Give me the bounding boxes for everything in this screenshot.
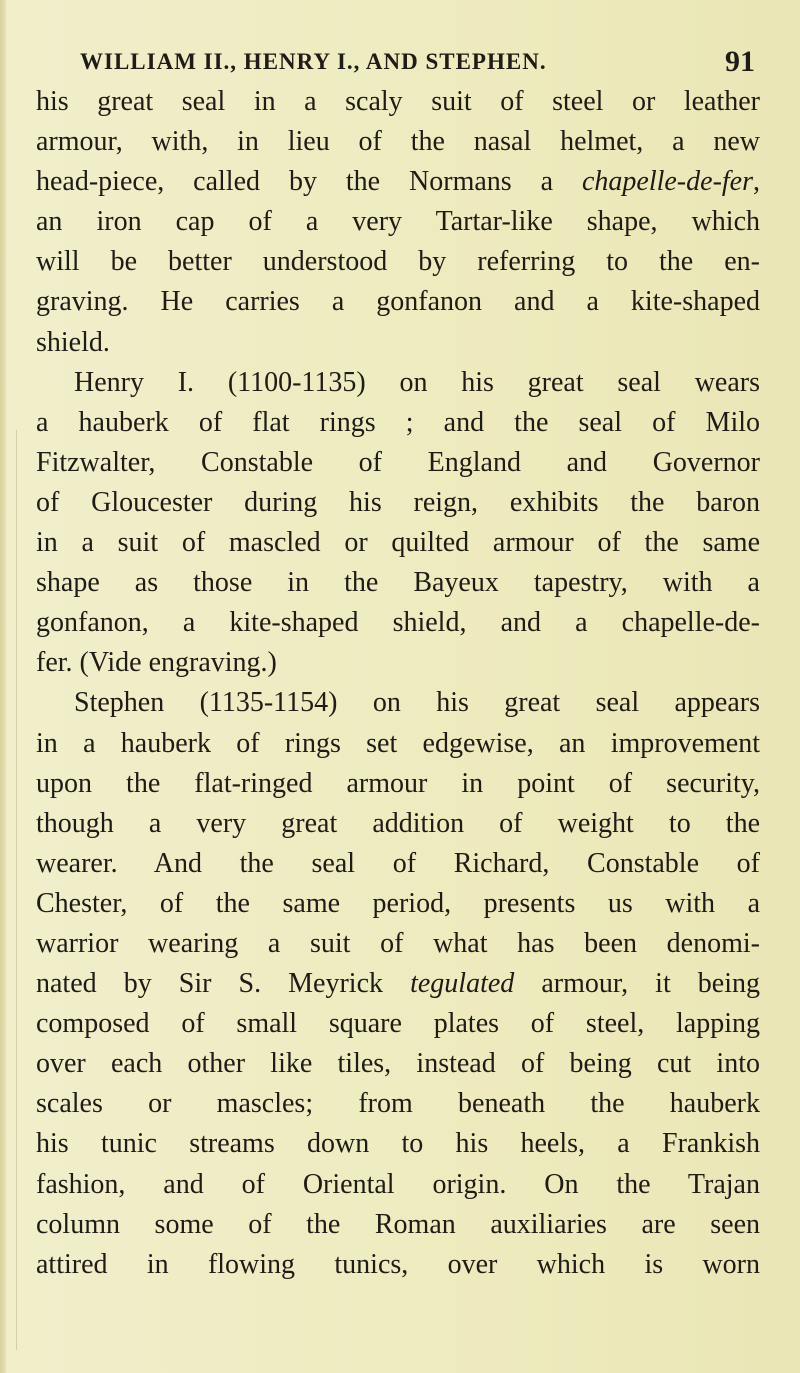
text-line: scales or mascles; from beneath the hauberk: [36, 1088, 760, 1120]
text-line: a hauberk of flat rings ; and the seal of Milo: [36, 406, 760, 438]
text-line: attired in flowing tunics, over which is worn: [36, 1248, 760, 1280]
text-line: Chester, of the same period, presents us with a: [36, 887, 760, 919]
text-line: in a suit of mascled or quilted armour of the same: [36, 527, 760, 559]
paragraph-start: Henry I. (1100-1135) on his great seal wears: [74, 366, 760, 398]
body-text: [36, 82, 760, 1285]
text-line: graving. He carries a gonfanon and a kite-shaped: [36, 286, 760, 318]
text-line: his tunic streams down to his heels, a Frankish: [36, 1128, 760, 1160]
text-line: fashion, and of Oriental origin. On the Trajan: [36, 1168, 760, 1200]
paragraph-start: Stephen (1135-1154) on his great seal appears: [74, 687, 760, 719]
italic-term: tegulated: [410, 968, 515, 1000]
page-header: [80, 37, 755, 87]
text-line: in a hauberk of rings set edgewise, an improvement: [36, 727, 760, 759]
text-line: armour, with, in lieu of the nasal helmet, a new: [36, 126, 760, 158]
text-line-start: nated by Sir S. Meyrick: [36, 968, 411, 1000]
text-line: gonfanon, a kite-shaped shield, and a chapelle-de-: [36, 607, 760, 639]
gutter-line: [16, 430, 17, 1350]
text-line-end: armour, it being: [514, 968, 761, 1000]
text-line: Fitzwalter, Constable of England and Governor: [36, 446, 760, 478]
text-line: composed of small square plates of steel, lapping: [36, 1008, 760, 1040]
text-line: fer. (Vide engraving.): [36, 647, 277, 679]
text-line: shape as those in the Bayeux tapestry, with a: [36, 567, 760, 599]
text-line: shield.: [36, 326, 110, 358]
text-line: an iron cap of a very Tartar-like shape, which: [36, 206, 760, 238]
text-line: column some of the Roman auxiliaries are seen: [36, 1208, 760, 1240]
text-line: upon the flat-ringed armour in point of security,: [36, 767, 760, 799]
text-line-end: ,: [753, 166, 760, 198]
text-line: of Gloucester during his reign, exhibits the baron: [36, 486, 760, 518]
page-edge: [0, 0, 6, 1373]
page-number: 91: [725, 45, 755, 78]
italic-term: chapelle-de-fer: [581, 166, 753, 198]
text-line: warrior wearing a suit of what has been denomi-: [36, 927, 760, 959]
text-line: will be better understood by referring to the en-: [36, 246, 760, 278]
text-line: over each other like tiles, instead of being cut into: [36, 1048, 760, 1080]
text-line: [36, 964, 760, 1004]
running-head: WILLIAM II., HENRY I., AND STEPHEN.: [80, 49, 547, 74]
text-line: wearer. And the seal of Richard, Constable of: [36, 847, 760, 879]
text-line: [36, 162, 760, 202]
text-line-start: head-piece, called by the Normans a: [36, 166, 582, 198]
text-line: his great seal in a scaly suit of steel or leather: [36, 86, 760, 117]
text-line: though a very great addition of weight to the: [36, 807, 760, 839]
